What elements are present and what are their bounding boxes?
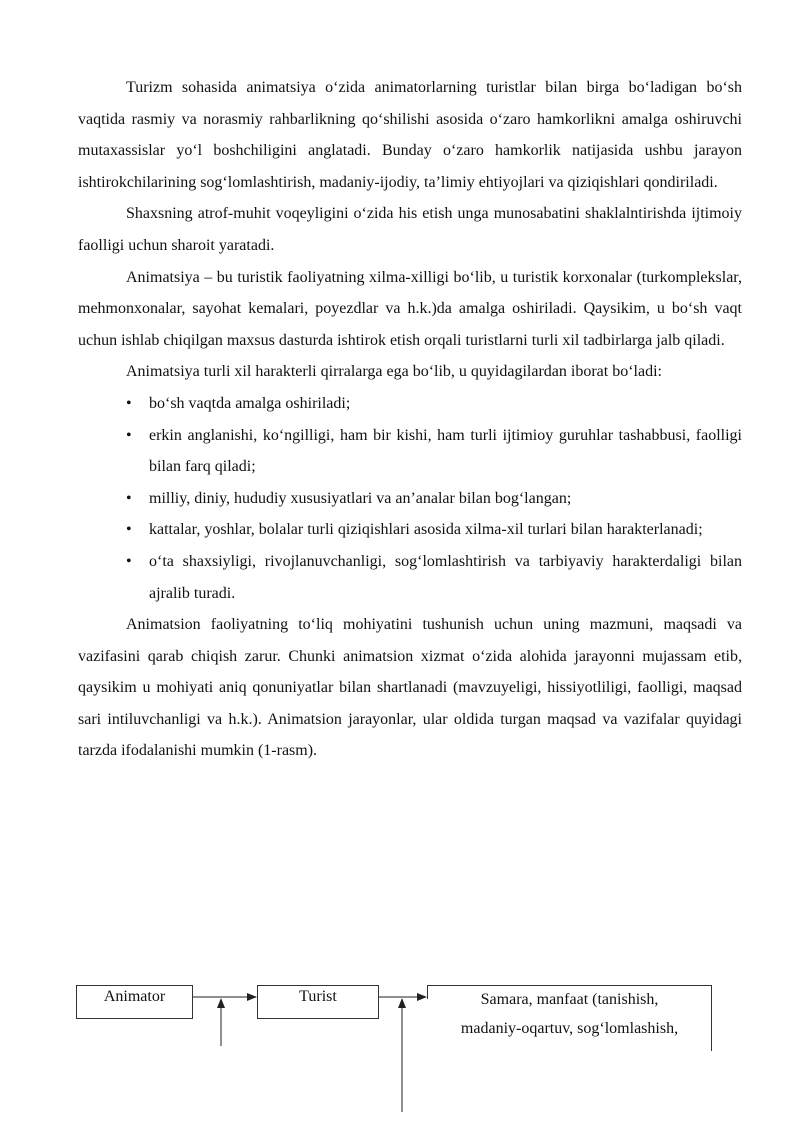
bullet-icon: • bbox=[126, 521, 132, 539]
list-item-text: kattalar, yoshlar, bolalar turli qiziqishlari asosida xilma-xil turlari bilan harakterlanadi; bbox=[149, 521, 703, 539]
bullet-icon: • bbox=[126, 489, 132, 507]
diagram-box-samara bbox=[427, 985, 712, 1051]
diagram-box-samara-line-2: madaniy-oqartuv, sog‘lomlashish, bbox=[460, 1020, 679, 1037]
list-item bbox=[78, 388, 742, 420]
diagram-box-animator-label: Animator bbox=[103, 988, 166, 1005]
diagram-box-samara-line-1: Samara, manfaat (tanishish, bbox=[480, 991, 659, 1008]
bullet-icon: • bbox=[126, 394, 132, 412]
paragraph-2: Shaxsning atrof-muhit voqeyligini o‘zida his etish unga munosabatini shaklalntirishda ijtimoiy faolligi uchun sharoit yaratadi. bbox=[78, 205, 742, 254]
paragraph-3: Animatsiya – bu turistik faoliyatning xilma-xilligi bo‘lib, u turistik korxonalar (turkomplekslar, mehmonxonalar, sayohat kemalari, poyezdlar va h.k.)da amalga oshiriladi. Qaysikim, u bo‘sh vaqt uchun ishlab chiqilgan maxsus dasturda ishtirok etish orqali turistlarni turli xil tadbirlarga jalb qiladi. bbox=[78, 268, 742, 349]
list-item bbox=[78, 420, 742, 483]
paragraph-5: Animatsion faoliyatning to‘liq mohiyatini tushunish uchun uning mazmuni, maqsadi va vazifasini qarab chiqish zarur. Chunki animatsion xizmat o‘zida alohida jarayonni mujassam etib, qaysikim u mohiyati aniq qonuniyatlar bilan shartlanadi (mavzuyeligi, hissiyotliligi, faolligi, maqsad sari intiluvchanligi va h.k.). Animatsion jarayonlar, ular oldida turgan maqsad va vazifalar quyidagi tarzda ifodalanishi mumkin (1-rasm). bbox=[78, 616, 742, 760]
list-item bbox=[78, 514, 742, 546]
diagram-box-turist-label: Turist bbox=[299, 988, 337, 1005]
list-item-text: o‘ta shaxsiyligi, rivojlanuvchanligi, sog‘lomlashtirish va tarbiyaviy harakterdaligi bilan ajralib turadi. bbox=[149, 552, 742, 602]
paragraph-4: Animatsiya turli xil harakterli qirralarga ega bo‘lib, u quyidagilardan iborat bo‘ladi: bbox=[126, 363, 662, 381]
list-item bbox=[78, 483, 742, 515]
diagram-box-turist bbox=[257, 985, 379, 1019]
list-item-text: bo‘sh vaqtda amalga oshiriladi; bbox=[149, 394, 351, 412]
list-item bbox=[78, 546, 742, 609]
diagram-box-samara-text bbox=[427, 985, 712, 1043]
list-item-text: erkin anglanishi, ko‘ngilligi, ham bir kishi, ham turli ijtimioy guruhlar tashabbusi, faolligi bilan farq qiladi; bbox=[149, 426, 742, 476]
diagram-box-animator bbox=[76, 985, 193, 1019]
bullet-icon: • bbox=[126, 426, 132, 444]
bullet-icon: • bbox=[126, 552, 132, 570]
paragraph-1: Turizm sohasida animatsiya o‘zida animatorlarning turistlar bilan birga bo‘ladigan bo‘sh vaqtida rasmiy va norasmiy rahbarlikning qo‘shilishi asosida o‘zaro hamkorlikni amalga oshiruvchi mutaxassislar yo‘l boshchiligini anglatadi. Bunday o‘zaro hamkorlik natijasida ushbu jarayon ishtirokchilarining sog‘lomlashtirish, madaniy-ijodiy, ta’limiy ehtiyojlari va qiziqishlari qondiriladi. bbox=[78, 79, 742, 191]
list-item-text: milliy, diniy, hududiy xususiyatlari va an’analar bilan bog‘langan; bbox=[149, 489, 572, 507]
feature-list bbox=[78, 388, 742, 609]
body-text bbox=[78, 72, 742, 767]
